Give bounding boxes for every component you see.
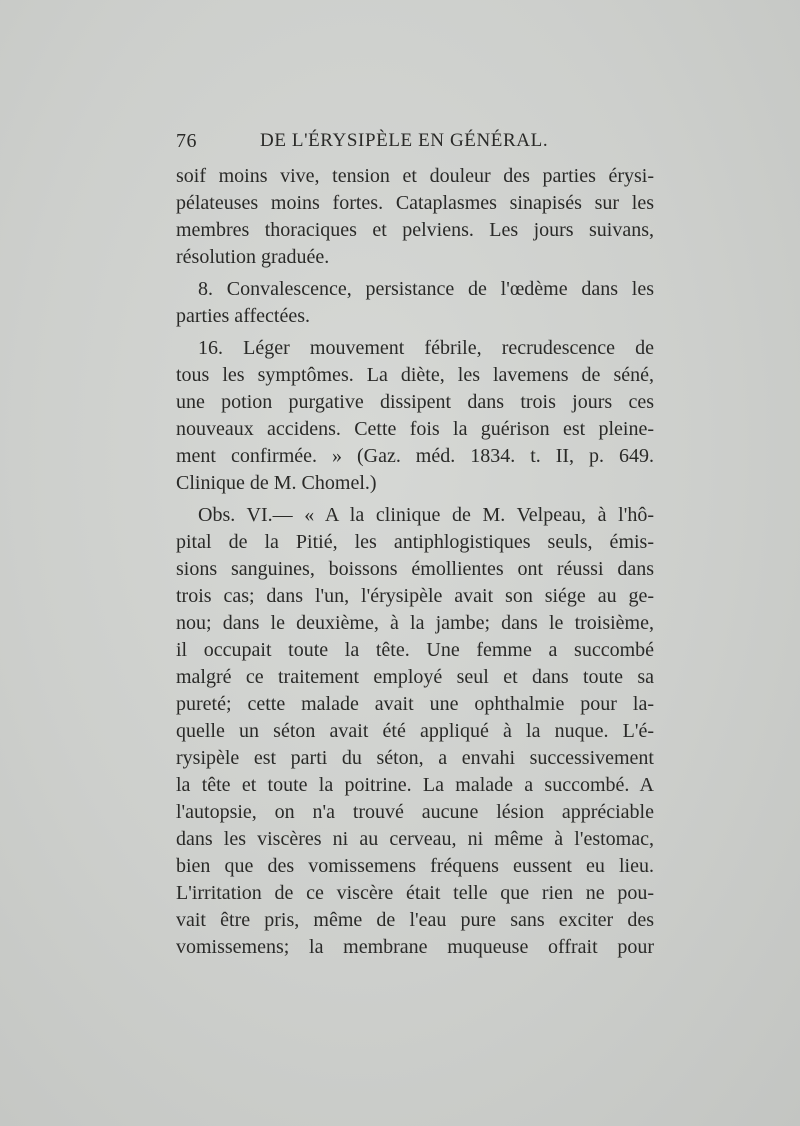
running-title: DE L'ÉRYSIPÈLE EN GÉNÉRAL.: [260, 130, 549, 151]
paragraph-2: [176, 276, 654, 330]
page-number: 76: [176, 130, 197, 152]
text-line: ment confirmée. » (Gaz. méd. 1834. t. II, p. 649.: [176, 445, 654, 467]
text-line: malgré ce traitement employé seul et dans toute sa: [176, 666, 654, 688]
paragraph-3: [176, 335, 654, 497]
text-line: pureté; cette malade avait une ophthalmie pour la-: [176, 693, 654, 715]
text-line: pital de la Pitié, les antiphlogistiques seuls, émis-: [176, 531, 654, 553]
text-line: L'irritation de ce viscère était telle que rien ne pou-: [176, 882, 654, 904]
text-line: vait être pris, même de l'eau pure sans exciter des: [176, 909, 654, 931]
paragraph-4: [176, 502, 654, 961]
text-line: sions sanguines, boissons émollientes ont réussi dans: [176, 558, 654, 580]
text-line: quelle un séton avait été appliqué à la nuque. L'é-: [176, 720, 654, 742]
text-line: tous les symptômes. La diète, les lavemens de séné,: [176, 364, 654, 386]
page-header: [176, 130, 656, 158]
text-line: soif moins vive, tension et douleur des parties érysi-: [176, 165, 654, 187]
text-line: résolution graduée.: [176, 246, 330, 268]
text-line: membres thoraciques et pelviens. Les jours suivans,: [176, 219, 654, 241]
text-line: la tête et toute la poitrine. La malade a succombé. A: [176, 774, 654, 796]
text-line: bien que des vomissemens fréquens eussent eu lieu.: [176, 855, 654, 877]
text-line: Clinique de M. Chomel.): [176, 472, 377, 494]
text-line: vomissemens; la membrane muqueuse offrait pour: [176, 936, 654, 958]
body-text: [176, 163, 654, 961]
text-line: nouveaux accidens. Cette fois la guérison est pleine-: [176, 418, 654, 440]
text-line: dans les viscères ni au cerveau, ni même à l'estomac,: [176, 828, 654, 850]
text-line: nou; dans le deuxième, à la jambe; dans le troisième,: [176, 612, 654, 634]
text-line: 16. Léger mouvement fébrile, recrudescence de: [198, 337, 654, 359]
text-line: l'autopsie, on n'a trouvé aucune lésion appréciable: [176, 801, 654, 823]
text-line: il occupait toute la tête. Une femme a succombé: [176, 639, 654, 661]
text-line: rysipèle est parti du séton, a envahi successivement: [176, 747, 654, 769]
text-line: une potion purgative dissipent dans trois jours ces: [176, 391, 654, 413]
text-line: trois cas; dans l'un, l'érysipèle avait son siége au ge-: [176, 585, 654, 607]
text-line: parties affectées.: [176, 305, 310, 327]
text-line: pélateuses moins fortes. Cataplasmes sinapisés sur les: [176, 192, 654, 214]
paragraph-1: [176, 163, 654, 271]
text-line: Obs. VI.— « A la clinique de M. Velpeau, à l'hô-: [198, 504, 654, 526]
text-line: 8. Convalescence, persistance de l'œdème dans les: [198, 278, 654, 300]
